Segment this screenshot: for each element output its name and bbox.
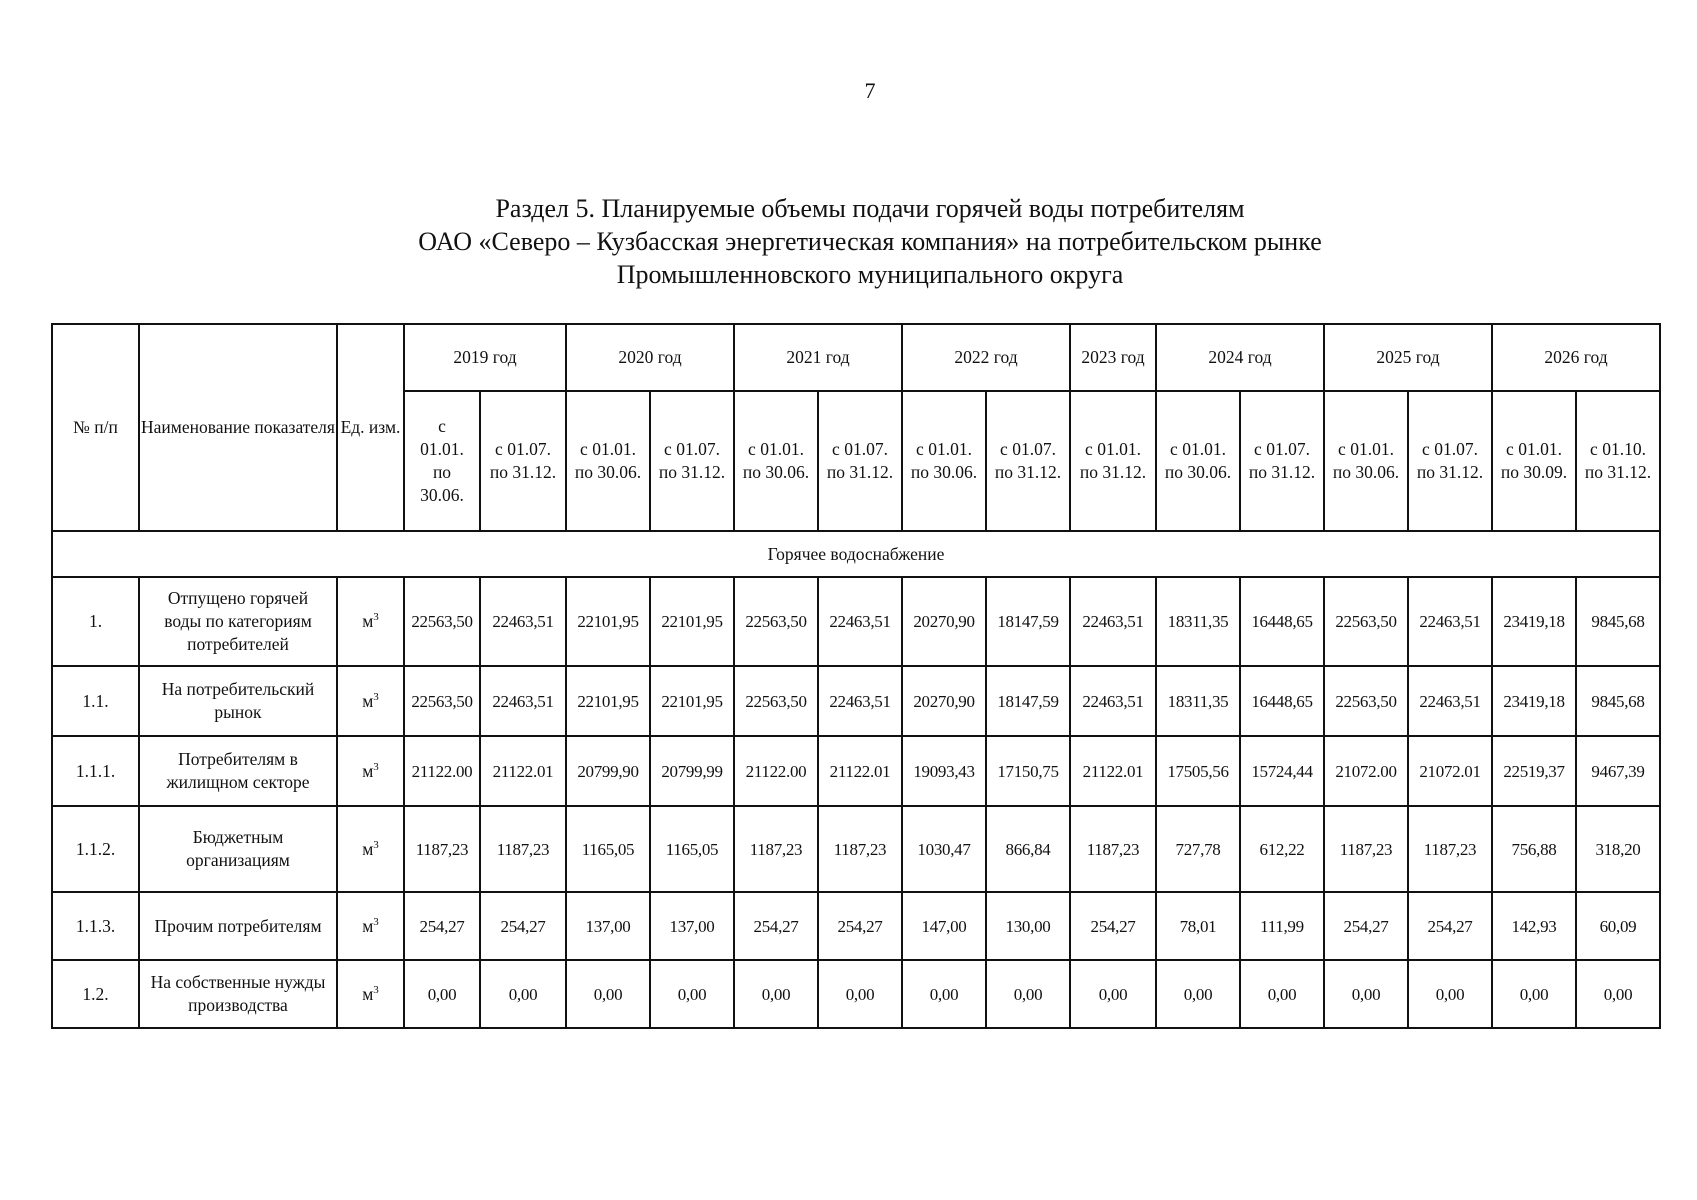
value-cell: 22463,51: [818, 577, 902, 666]
period-header: с 01.07. по 31.12.: [480, 391, 566, 531]
value-cell: 17505,56: [1156, 736, 1240, 806]
value-cell: 1165,05: [650, 806, 734, 892]
value-cell: 22563,50: [1324, 577, 1408, 666]
value-cell: 0,00: [1408, 960, 1492, 1028]
row-unit: [337, 577, 404, 666]
unit-exponent: 3: [373, 690, 379, 703]
value-cell: 254,27: [404, 892, 480, 960]
value-cell: 0,00: [1156, 960, 1240, 1028]
header-name: Наименование показателя: [139, 324, 337, 531]
value-cell: 254,27: [480, 892, 566, 960]
value-cell: 254,27: [734, 892, 818, 960]
value-cell: 22463,51: [480, 577, 566, 666]
period-header: с 01.01. по 30.06.: [734, 391, 818, 531]
value-cell: 20799,99: [650, 736, 734, 806]
value-cell: 21072.00: [1324, 736, 1408, 806]
value-cell: 0,00: [566, 960, 650, 1028]
year-header: 2026 год: [1492, 324, 1660, 391]
value-cell: 22101,95: [566, 577, 650, 666]
period-header: с 01.01. по 30.06.: [1156, 391, 1240, 531]
row-unit: [337, 736, 404, 806]
table-row: [52, 736, 1660, 806]
period-header: с 01.01. по 30.09.: [1492, 391, 1576, 531]
year-header: 2022 год: [902, 324, 1070, 391]
value-cell: 1187,23: [1408, 806, 1492, 892]
value-cell: 254,27: [1408, 892, 1492, 960]
value-cell: 0,00: [480, 960, 566, 1028]
value-cell: 1187,23: [818, 806, 902, 892]
value-cell: 1187,23: [480, 806, 566, 892]
row-unit: [337, 960, 404, 1028]
value-cell: 15724,44: [1240, 736, 1324, 806]
value-cell: 0,00: [986, 960, 1070, 1028]
value-cell: 18311,35: [1156, 577, 1240, 666]
year-header: 2025 год: [1324, 324, 1492, 391]
value-cell: 866,84: [986, 806, 1070, 892]
value-cell: 22519,37: [1492, 736, 1576, 806]
value-cell: 21072.01: [1408, 736, 1492, 806]
period-header: с 01.01. по 30.06.: [404, 391, 480, 531]
table-row: [52, 577, 1660, 666]
value-cell: 22563,50: [404, 577, 480, 666]
period-header: с 01.07. по 31.12.: [818, 391, 902, 531]
value-cell: 147,00: [902, 892, 986, 960]
header-unit: Ед. изм.: [337, 324, 404, 531]
row-unit: [337, 806, 404, 892]
row-number: 1.1.1.: [52, 736, 139, 806]
value-cell: 111,99: [1240, 892, 1324, 960]
row-number: 1.2.: [52, 960, 139, 1028]
value-cell: 21122.01: [480, 736, 566, 806]
section-label: Горячее водоснабжение: [52, 531, 1660, 577]
unit-base: м: [362, 690, 374, 711]
period-header: с 01.10. по 31.12.: [1576, 391, 1660, 531]
year-header: 2021 год: [734, 324, 902, 391]
unit-base: м: [362, 983, 374, 1004]
row-indicator-name: На потребительский рынок: [139, 666, 337, 736]
unit-base: м: [362, 611, 374, 631]
value-cell: 22563,50: [1324, 666, 1408, 736]
value-cell: 137,00: [566, 892, 650, 960]
value-cell: 20799,90: [566, 736, 650, 806]
unit-base: м: [362, 838, 374, 859]
period-header: с 01.01. по 30.06.: [902, 391, 986, 531]
table-row: [52, 960, 1660, 1028]
value-cell: 18311,35: [1156, 666, 1240, 736]
row-unit: [337, 666, 404, 736]
value-cell: 22101,95: [650, 577, 734, 666]
unit-exponent: 3: [373, 760, 379, 773]
value-cell: 137,00: [650, 892, 734, 960]
value-cell: 1187,23: [734, 806, 818, 892]
row-number: 1.: [52, 577, 139, 666]
value-cell: 22463,51: [1408, 577, 1492, 666]
value-cell: 22463,51: [818, 666, 902, 736]
value-cell: 22563,50: [734, 666, 818, 736]
value-cell: 0,00: [650, 960, 734, 1028]
table-row: [52, 806, 1660, 892]
value-cell: 20270,90: [902, 666, 986, 736]
value-cell: 1187,23: [404, 806, 480, 892]
title-line-3: Промышленновского муниципального округа: [616, 260, 1124, 289]
year-header: 2024 год: [1156, 324, 1324, 391]
value-cell: 1187,23: [1324, 806, 1408, 892]
value-cell: 254,27: [1070, 892, 1156, 960]
row-indicator-name: Отпущено горячей воды по категориям потребителей: [139, 577, 337, 666]
row-indicator-name: Бюджетным организациям: [139, 806, 337, 892]
row-indicator-name: На собственные нужды производства: [139, 960, 337, 1028]
unit-base: м: [362, 760, 374, 781]
value-cell: 22563,50: [404, 666, 480, 736]
unit-exponent: 3: [373, 611, 379, 624]
period-header: с 01.01. по 30.06.: [566, 391, 650, 531]
row-number: 1.1.: [52, 666, 139, 736]
title-line-2: ОАО «Северо – Кузбасская энергетическая компания» на потребительском рынке: [418, 227, 1322, 256]
value-cell: 1165,05: [566, 806, 650, 892]
period-header: с 01.01. по 31.12.: [1070, 391, 1156, 531]
value-cell: 727,78: [1156, 806, 1240, 892]
period-header: с 01.07. по 31.12.: [1240, 391, 1324, 531]
value-cell: 756,88: [1492, 806, 1576, 892]
value-cell: 318,20: [1576, 806, 1660, 892]
value-cell: 21122.01: [818, 736, 902, 806]
value-cell: 9845,68: [1576, 577, 1660, 666]
value-cell: 1030,47: [902, 806, 986, 892]
hot-water-volumes-table: [51, 323, 1661, 1029]
value-cell: 130,00: [986, 892, 1070, 960]
value-cell: 0,00: [1492, 960, 1576, 1028]
value-cell: 21122.00: [734, 736, 818, 806]
value-cell: 22101,95: [566, 666, 650, 736]
value-cell: 22463,51: [480, 666, 566, 736]
value-cell: 18147,59: [986, 666, 1070, 736]
period-header: с 01.01. по 30.06.: [1324, 391, 1408, 531]
unit-exponent: 3: [373, 838, 379, 851]
row-indicator-name: Прочим потребителям: [139, 892, 337, 960]
year-header: 2020 год: [566, 324, 734, 391]
row-number: 1.1.3.: [52, 892, 139, 960]
value-cell: 9845,68: [1576, 666, 1660, 736]
period-header: с 01.07. по 31.12.: [986, 391, 1070, 531]
header-num: № п/п: [52, 324, 139, 531]
value-cell: 0,00: [1240, 960, 1324, 1028]
value-cell: 0,00: [1324, 960, 1408, 1028]
value-cell: 78,01: [1156, 892, 1240, 960]
row-indicator-name: Потребителям в жилищном секторе: [139, 736, 337, 806]
row-unit: [337, 892, 404, 960]
table-row: [52, 666, 1660, 736]
title-line-1: Раздел 5. Планируемые объемы подачи горячей воды потребителям: [495, 194, 1245, 223]
value-cell: 22563,50: [734, 577, 818, 666]
row-number: 1.1.2.: [52, 806, 139, 892]
value-cell: 0,00: [1070, 960, 1156, 1028]
value-cell: 22101,95: [650, 666, 734, 736]
value-cell: 0,00: [404, 960, 480, 1028]
value-cell: 142,93: [1492, 892, 1576, 960]
value-cell: 20270,90: [902, 577, 986, 666]
value-cell: 18147,59: [986, 577, 1070, 666]
value-cell: 16448,65: [1240, 666, 1324, 736]
unit-base: м: [362, 915, 374, 936]
value-cell: 1187,23: [1070, 806, 1156, 892]
year-header: 2023 год: [1070, 324, 1156, 391]
period-header: с 01.07. по 31.12.: [1408, 391, 1492, 531]
page-number: 7: [864, 78, 876, 103]
value-cell: 21122.00: [404, 736, 480, 806]
value-cell: 0,00: [1576, 960, 1660, 1028]
value-cell: 0,00: [902, 960, 986, 1028]
value-cell: 22463,51: [1070, 666, 1156, 736]
value-cell: 254,27: [1324, 892, 1408, 960]
value-cell: 19093,43: [902, 736, 986, 806]
value-cell: 9467,39: [1576, 736, 1660, 806]
value-cell: 17150,75: [986, 736, 1070, 806]
value-cell: 612,22: [1240, 806, 1324, 892]
document-title: [0, 192, 1697, 291]
value-cell: 22463,51: [1408, 666, 1492, 736]
value-cell: 254,27: [818, 892, 902, 960]
table-row: [52, 892, 1660, 960]
unit-exponent: 3: [373, 915, 379, 928]
value-cell: 0,00: [818, 960, 902, 1028]
value-cell: 23419,18: [1492, 666, 1576, 736]
period-header: с 01.07. по 31.12.: [650, 391, 734, 531]
value-cell: 0,00: [734, 960, 818, 1028]
value-cell: 22463,51: [1070, 577, 1156, 666]
unit-exponent: 3: [373, 983, 379, 996]
year-header: 2019 год: [404, 324, 566, 391]
value-cell: 21122.01: [1070, 736, 1156, 806]
value-cell: 16448,65: [1240, 577, 1324, 666]
value-cell: 60,09: [1576, 892, 1660, 960]
value-cell: 23419,18: [1492, 577, 1576, 666]
